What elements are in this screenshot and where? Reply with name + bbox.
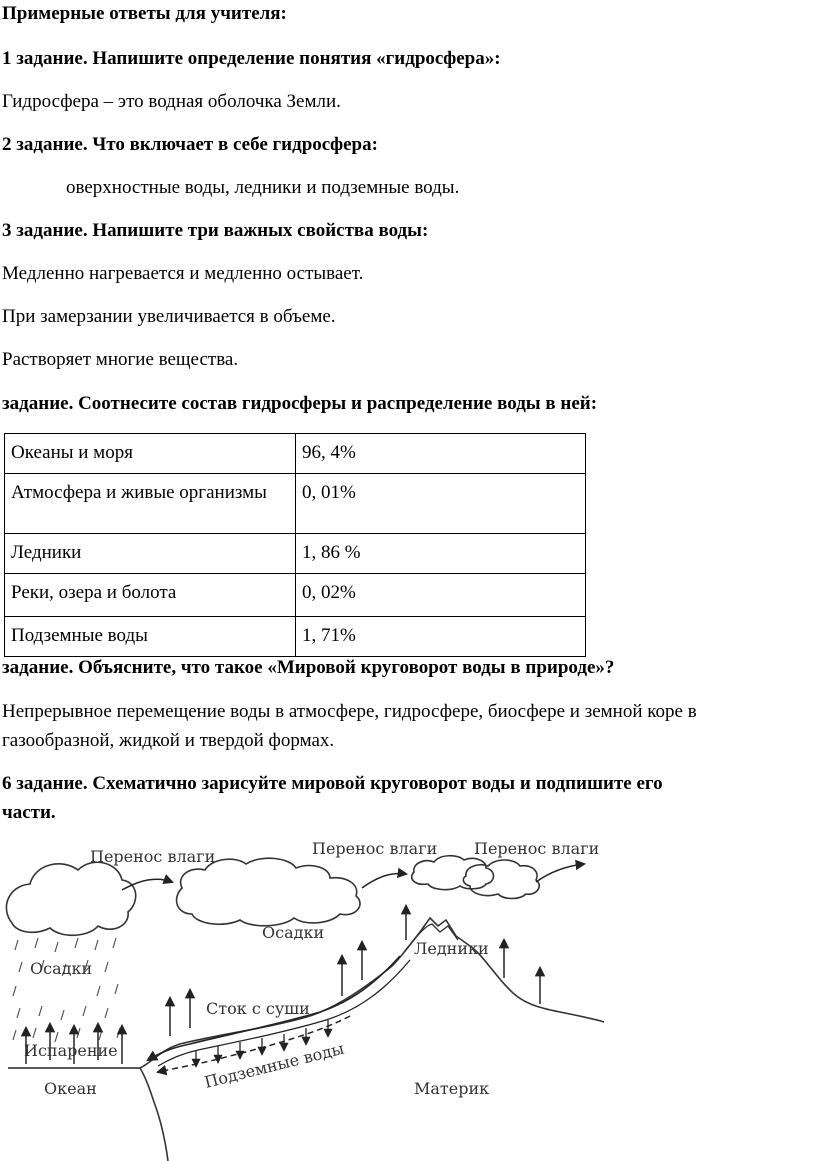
task3-question: 3 задание. Напишите три важных свойства воды:: [2, 220, 429, 241]
label-continent: Материк: [414, 1079, 490, 1098]
water-cycle-diagram: [0, 828, 816, 1161]
task4-question: задание. Соотнесите состав гидросферы и распределение воды в ней:: [2, 393, 598, 414]
task1-answer: Гидросфера – это водная оболочка Земли.: [2, 91, 341, 112]
table-row: [5, 534, 586, 574]
rain: [13, 938, 120, 1042]
cloud-center: [177, 858, 360, 926]
task3-answer-2: При замерзании увеличивается в объеме.: [2, 306, 336, 327]
table-cell-name: Атмосфера и живые организмы: [5, 474, 296, 534]
table-row: [5, 574, 586, 617]
task3-answer-1: Медленно нагревается и медленно остывает.: [2, 263, 364, 284]
task3-answer-3: Растворяет многие вещества.: [2, 349, 239, 370]
transfer-arrow-1: [122, 879, 172, 890]
table-cell-value: 1, 86 %: [296, 534, 586, 574]
task1-question: 1 задание. Напишите определение понятия «гидросфера»:: [2, 48, 501, 69]
label-runoff: Сток с суши: [206, 999, 310, 1018]
task5-answer-line-1: Непрерывное перемещение воды в атмосфере, гидросфере, биосфере и земной коре в: [2, 701, 697, 722]
table-cell-value: 1, 71%: [296, 617, 586, 657]
table-row: [5, 617, 586, 657]
task2-answer: оверхностные воды, ледники и подземные воды.: [66, 177, 460, 198]
task5-answer-line-2: газообразной, жидкой и твердой формах.: [2, 730, 335, 751]
cloud-right-2: [463, 860, 539, 899]
page-heading: Примерные ответы для учителя:: [2, 3, 287, 24]
table-cell-name: Подземные воды: [5, 617, 296, 657]
distribution-table: [4, 433, 586, 657]
table-cell-name: Океаны и моря: [5, 434, 296, 474]
table-row: [5, 474, 586, 534]
task6-question-line-2: части.: [2, 802, 56, 823]
table-cell-name: Ледники: [5, 534, 296, 574]
label-groundwater: Подземные воды: [202, 1038, 346, 1092]
table-cell-value: 0, 01%: [296, 474, 586, 534]
label-precip-center: Осадки: [262, 923, 325, 942]
cloud-left: [6, 862, 135, 935]
land-base: [140, 1068, 168, 1161]
label-transfer-2: Перенос влаги: [312, 839, 438, 858]
label-transfer-1: Перенос влаги: [90, 847, 216, 866]
land-profile: [140, 918, 604, 1068]
table-row: [5, 434, 586, 474]
table-cell-value: 0, 02%: [296, 574, 586, 617]
transfer-arrow-2: [362, 874, 406, 888]
transfer-arrow-3: [536, 864, 584, 882]
table-cell-name: Реки, озера и болота: [5, 574, 296, 617]
task6-question-line-1: 6 задание. Схематично зарисуйте мировой круговорот воды и подпишите его: [2, 773, 663, 794]
label-transfer-3: Перенос влаги: [474, 839, 600, 858]
label-evaporation: Испарение: [24, 1041, 118, 1060]
task2-question: 2 задание. Что включает в себе гидросфера:: [2, 134, 378, 155]
cloud-right-1: [412, 856, 494, 890]
label-ocean: Океан: [44, 1079, 97, 1098]
label-glaciers: Ледники: [414, 939, 489, 958]
task5-question: задание. Объясните, что такое «Мировой круговорот воды в природе»?: [2, 657, 615, 678]
table-cell-value: 96, 4%: [296, 434, 586, 474]
label-precip-rain: Осадки: [30, 959, 93, 978]
